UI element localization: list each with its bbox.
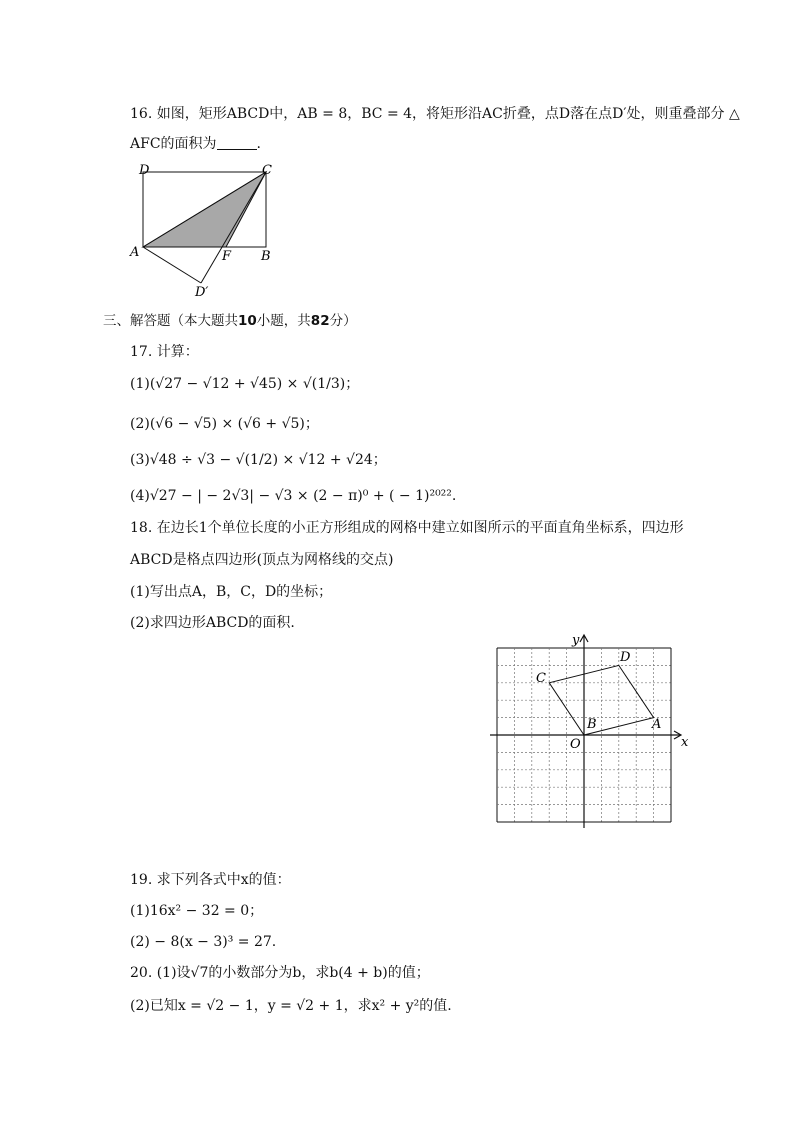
label-x: x xyxy=(681,735,689,750)
section-count: 10 xyxy=(238,313,257,329)
q18-figure xyxy=(485,628,695,838)
q16-line1: 16. 如图，矩形ABCD中，AB = 8，BC = 4，将矩形沿AC折叠，点D落在点D′处，则重叠部分 △ xyxy=(130,106,740,122)
label-c: C xyxy=(262,163,272,178)
q18-line2: ABCD是格点四边形(顶点为网格线的交点) xyxy=(130,552,394,568)
label-y: y xyxy=(572,633,580,648)
q20-line2: (2)已知x = √2 − 1，y = √2 + 1，求x² + y²的值. xyxy=(130,998,452,1014)
q16-figure xyxy=(125,160,285,302)
q18-item2: (2)求四边形ABCD的面积. xyxy=(130,615,295,631)
q16-line2 xyxy=(130,134,261,154)
q17-item-4: (4)√27 − | − 2√3| − √3 × (2 − π)⁰ + ( − 1)²⁰²². xyxy=(130,488,457,504)
segment-ad-prime xyxy=(143,247,201,283)
q20-line1: 20. (1)设√7的小数部分为b，求b(4 + b)的值； xyxy=(130,965,430,981)
q17-item-3: (3)√48 ÷ √3 − √(1/2) × √12 + √24； xyxy=(130,452,387,468)
section-title-pre: 三、解答题（本大题共 xyxy=(103,313,238,329)
label-c: C xyxy=(536,671,546,686)
q19-title: 19. 求下列各式中x的值： xyxy=(130,872,291,888)
q17-title: 17. 计算： xyxy=(130,344,199,360)
q17-item-2: (2)(√6 − √5) × (√6 + √5)； xyxy=(130,416,319,432)
answer-blank xyxy=(217,135,257,150)
section-title-post: 分） xyxy=(329,313,357,329)
q17-item-1: (1)(√27 − √12 + √45) × √(1/3)； xyxy=(130,376,360,392)
q19-item1: (1)16x² − 32 = 0； xyxy=(130,903,264,919)
q16-line2-end: . xyxy=(256,136,261,152)
q18-line1: 18. 在边长1个单位长度的小正方形组成的网格中建立如图所示的平面直角坐标系，四边形 xyxy=(130,520,684,536)
label-d-prime: D′ xyxy=(195,285,209,300)
label-d: D xyxy=(620,650,631,665)
section-score: 82 xyxy=(310,313,330,329)
q18-item1: (1)写出点A，B，C，D的坐标； xyxy=(130,584,333,600)
section-title-mid: 小题，共 xyxy=(256,313,311,329)
label-d: D xyxy=(139,163,150,178)
section-title xyxy=(103,311,357,331)
label-f: F xyxy=(222,249,232,264)
label-b: B xyxy=(587,717,597,732)
label-a: A xyxy=(652,717,662,732)
label-b: B xyxy=(261,249,271,264)
q16-line2-text: AFC的面积为 xyxy=(130,136,217,152)
q19-item2: (2) − 8(x − 3)³ = 27. xyxy=(130,934,277,950)
label-o: O xyxy=(570,737,581,752)
label-a: A xyxy=(130,245,140,260)
